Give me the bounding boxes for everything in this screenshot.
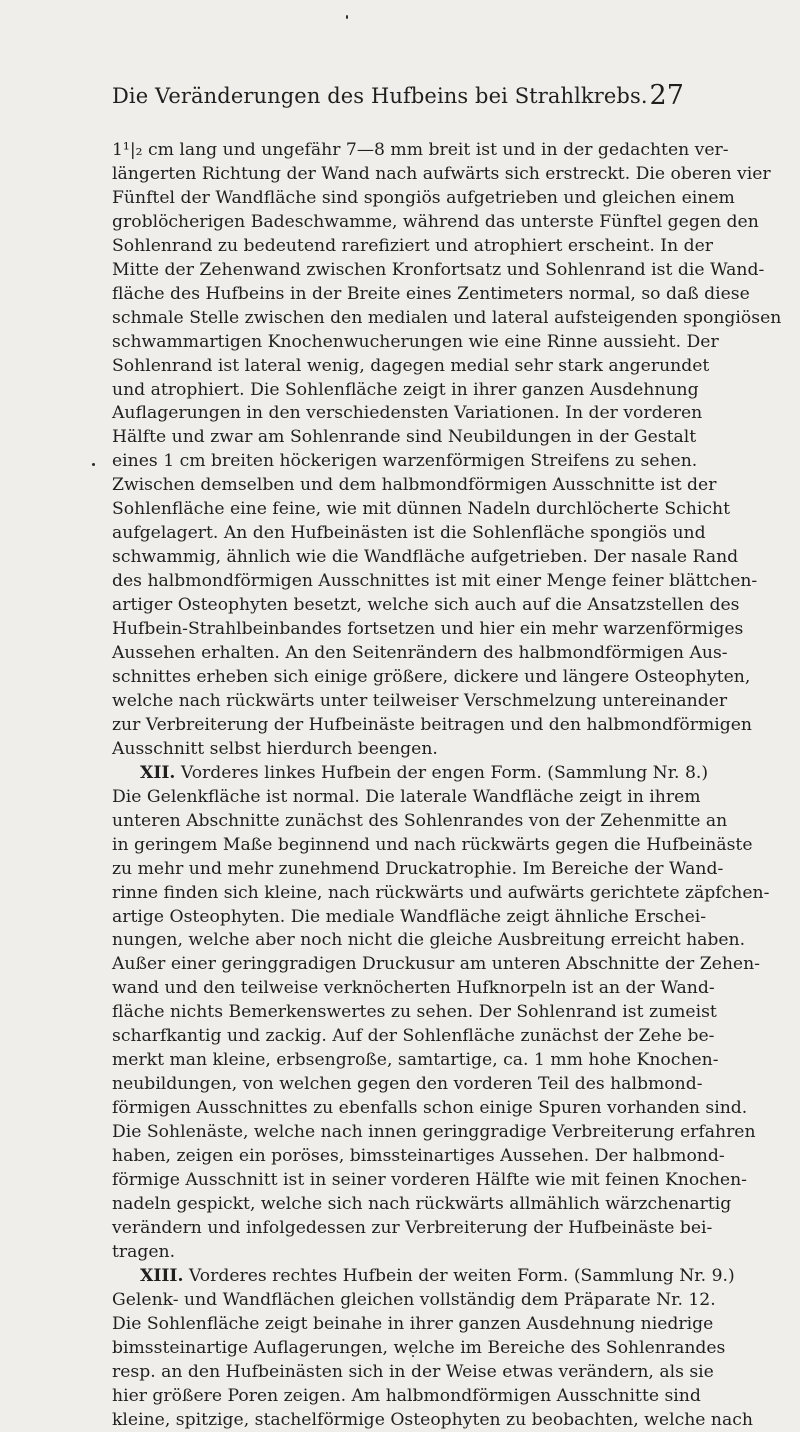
text-line: Fünftel der Wandfläche sind spongiös aufgetrieben und gleichen einem	[112, 187, 735, 208]
section-number-xiii: XIII.	[140, 1265, 184, 1286]
text-line: des halbmondförmigen Ausschnittes ist mit einer Menge feiner blättchen-	[112, 571, 758, 592]
text-line: merkt man kleine, erbsengroße, samtartige, ca. 1 mm hohe Knochen-	[112, 1050, 719, 1071]
text-line: Auflagerungen in den verschiedensten Variationen. In der vorderen	[112, 403, 703, 424]
text-line: 1¹|₂ cm lang und ungefähr 7—8 mm breit ist und in der gedachten ver-	[112, 140, 729, 160]
text-line: Außer einer geringgradigen Druckusur am unteren Abschnitte der Zehen-	[112, 954, 760, 975]
text-line: förmige Ausschnitt ist in seiner vorderen Hälfte wie mit feinen Knochen-	[112, 1169, 747, 1190]
text-line: rinne finden sich kleine, nach rückwärts und aufwärts gerichtete zäpfchen-	[112, 882, 770, 903]
text-line: unteren Abschnitte zunächst des Sohlenrandes von der Zehenmitte an	[112, 810, 728, 831]
text-line: fläche nichts Bemerkenswertes zu sehen. Der Sohlenrand ist zumeist	[112, 1002, 717, 1023]
text-line: schwammartigen Knochenwucherungen wie eine Rinne aussieht. Der	[112, 331, 719, 352]
section-heading-text: Vorderes linkes Hufbein der engen Form. (Sammlung Nr. 8.)	[175, 762, 709, 783]
text-line: schmale Stelle zwischen den medialen und lateral aufsteigenden spongiösen	[112, 307, 782, 328]
text-line: nadeln gespickt, welche sich nach rückwärts allmählich wärzchenartig	[112, 1193, 732, 1214]
print-speck	[92, 463, 95, 466]
text-line: scharfkantig und zackig. Auf der Sohlenfläche zunächst der Zehe be-	[112, 1026, 715, 1047]
text-line: Sohlenrand zu bedeutend rarefiziert und atrophiert erscheint. In der	[112, 235, 714, 256]
text-line: aufgelagert. An den Hufbeinästen ist die Sohlenfläche spongiös und	[112, 523, 706, 544]
body-text	[112, 139, 782, 1432]
text-line: und atrophiert. Die Sohlenfläche zeigt in ihrer ganzen Ausdehnung	[112, 379, 699, 400]
text-line: wand und den teilweise verknöcherten Hufknorpeln ist an der Wand-	[112, 978, 715, 999]
text-line: bimssteinartige Auflagerungen, welche im Bereiche des Sohlenrandes	[112, 1337, 726, 1358]
text-line: haben, zeigen ein poröses, bimssteinartiges Aussehen. Der halbmond-	[112, 1146, 725, 1167]
text-line: kleine, spitzige, stachelförmige Osteophyten zu beobachten, welche nach	[112, 1409, 753, 1430]
text-line: hier größere Poren zeigen. Am halbmondförmigen Ausschnitte sind	[112, 1385, 701, 1406]
text-line: tragen.	[112, 1241, 176, 1262]
running-title: Die Veränderungen des Hufbeins bei Strahlkrebs.	[112, 84, 648, 108]
text-line: resp. an den Hufbeinästen sich in der Weise etwas verändern, als sie	[112, 1361, 714, 1382]
text-line: welche nach rückwärts unter teilweiser Verschmelzung untereinander	[112, 690, 728, 711]
text-line: Mitte der Zehenwand zwischen Kronfortsatz und Sohlenrand ist die Wand-	[112, 259, 765, 280]
text-line: Sohlenrand ist lateral wenig, dagegen medial sehr stark angerundet	[112, 355, 710, 376]
text-line: artiger Osteophyten besetzt, welche sich auch auf die Ansatzstellen des	[112, 595, 740, 616]
section-heading-text: Vorderes rechtes Hufbein der weiten Form. (Sammlung Nr. 9.)	[183, 1265, 735, 1286]
text-line: Die Sohlenfläche zeigt beinahe in ihrer ganzen Ausdehnung niedrige	[112, 1313, 714, 1334]
text-line: schnittes erheben sich einige größere, dickere und längere Osteophyten,	[112, 666, 751, 687]
text-line: zu mehr und mehr zunehmend Druckatrophie. Im Bereiche der Wand-	[112, 858, 724, 879]
text-line: nungen, welche aber noch nicht die gleiche Ausbreitung erreicht haben.	[112, 930, 746, 951]
text-line: Sohlenfläche eine feine, wie mit dünnen Nadeln durchlöcherte Schicht	[112, 499, 730, 520]
text-line: zur Verbreiterung der Hufbeinäste beitragen und den halbmondförmigen	[112, 714, 752, 735]
running-header	[112, 78, 682, 118]
text-line: in geringem Maße beginnend und nach rückwärts gegen die Hufbeinäste	[112, 834, 753, 855]
text-line: groblöcherigen Badeschwamme, während das unterste Fünftel gegen den	[112, 211, 759, 232]
text-line: Hufbein-Strahlbeinbandes fortsetzen und hier ein mehr warzenförmiges	[112, 619, 744, 640]
text-line: eines 1 cm breiten höckerigen warzenförmigen Streifens zu sehen.	[112, 451, 698, 472]
text-line: Hälfte und zwar am Sohlenrande sind Neubildungen in der Gestalt	[112, 427, 697, 448]
text-line: Die Gelenkfläche ist normal. Die laterale Wandfläche zeigt in ihrem	[112, 786, 701, 807]
text-line: längerten Richtung der Wand nach aufwärts sich erstreckt. Die oberen vier	[112, 163, 771, 184]
text-line: Gelenk- und Wandflächen gleichen vollständig dem Präparate Nr. 12.	[112, 1289, 716, 1310]
text-line: Aussehen erhalten. An den Seitenrändern des halbmondförmigen Aus-	[112, 643, 728, 664]
text-line: fläche des Hufbeins in der Breite eines Zentimeters normal, so daß diese	[112, 283, 750, 304]
text-line: förmigen Ausschnittes zu ebenfalls schon einige Spuren vorhanden sind.	[112, 1098, 748, 1119]
text-line: Zwischen demselben und dem halbmondförmigen Ausschnitte ist der	[112, 475, 717, 496]
section-heading-xiii	[112, 1265, 735, 1289]
page-number: 27	[649, 80, 684, 111]
section-heading-xii	[112, 762, 709, 786]
text-line: schwammig, ähnlich wie die Wandfläche aufgetrieben. Der nasale Rand	[112, 547, 739, 568]
text-line: Ausschnitt selbst hierdurch beengen.	[112, 738, 438, 759]
text-line: verändern und infolgedessen zur Verbreiterung der Hufbeinäste bei-	[112, 1217, 713, 1238]
text-line: Die Sohlenäste, welche nach innen geringgradige Verbreiterung erfahren	[112, 1122, 756, 1143]
section-number-xii: XII.	[140, 762, 176, 783]
text-line: artige Osteophyten. Die mediale Wandfläche zeigt ähnliche Erschei-	[112, 906, 707, 927]
text-line: neubildungen, von welchen gegen den vorderen Teil des halbmond-	[112, 1074, 703, 1095]
print-speck	[346, 15, 348, 19]
